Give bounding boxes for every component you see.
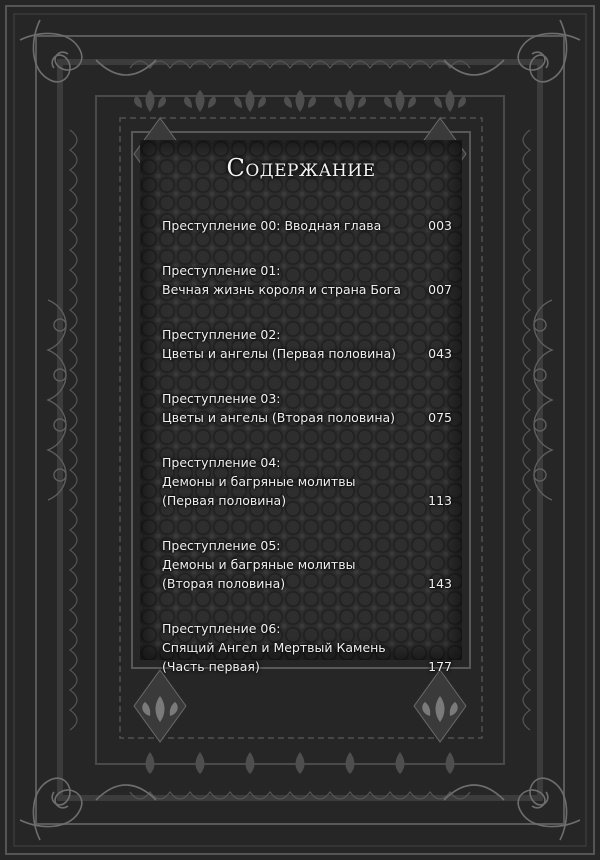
page-number: 003 xyxy=(428,218,452,233)
chapter-title-line: Цветы и ангелы (Первая половина) xyxy=(162,346,396,361)
toc-entry-line xyxy=(162,408,452,427)
toc-entry-line xyxy=(162,619,452,638)
toc-entry-line xyxy=(162,325,452,344)
page-number: 143 xyxy=(428,576,452,591)
chapter-label: Преступление 02: xyxy=(162,327,281,342)
page-number: 007 xyxy=(428,282,452,297)
toc-entry[interactable] xyxy=(162,619,452,676)
toc-entry-line xyxy=(162,216,452,235)
toc-entry-line xyxy=(162,453,452,472)
chapter-label: Преступление 05: xyxy=(162,538,281,553)
chapter-title-line: (Первая половина) xyxy=(162,493,287,508)
toc-entry-line xyxy=(162,574,452,593)
page-title: Содержание xyxy=(226,154,376,182)
toc-entry[interactable] xyxy=(162,261,452,299)
chapter-title-line: Демоны и багряные молитвы xyxy=(162,557,356,572)
chapter-label: Преступление 00: Вводная глава xyxy=(162,218,382,233)
toc-entry-line xyxy=(162,657,452,676)
table-of-contents xyxy=(162,216,452,702)
toc-entry-line xyxy=(162,472,452,491)
toc-entry[interactable] xyxy=(162,325,452,363)
toc-entry-line xyxy=(162,491,452,510)
toc-entry-line xyxy=(162,536,452,555)
toc-entry[interactable] xyxy=(162,536,452,593)
page-number: 043 xyxy=(428,346,452,361)
page-number: 075 xyxy=(428,410,452,425)
chapter-title-line: (Вторая половина) xyxy=(162,576,286,591)
chapter-label: Преступление 04: xyxy=(162,455,281,470)
toc-entry-line xyxy=(162,638,452,657)
toc-entry-line xyxy=(162,389,452,408)
page-number: 177 xyxy=(428,659,452,674)
toc-entry-line xyxy=(162,555,452,574)
toc-entry-line xyxy=(162,261,452,280)
toc-entry-line xyxy=(162,280,452,299)
chapter-title-line: Демоны и багряные молитвы xyxy=(162,474,356,489)
toc-entry[interactable] xyxy=(162,216,452,235)
chapter-label: Преступление 06: xyxy=(162,621,281,636)
chapter-title-line: Вечная жизнь короля и страна Бога xyxy=(162,282,401,297)
toc-entry-line xyxy=(162,344,452,363)
toc-entry[interactable] xyxy=(162,389,452,427)
chapter-label: Преступление 03: xyxy=(162,391,281,406)
chapter-title-line: (Часть первая) xyxy=(162,659,260,674)
toc-entry[interactable] xyxy=(162,453,452,510)
page-number: 113 xyxy=(428,493,452,508)
chapter-title-line: Цветы и ангелы (Вторая половина) xyxy=(162,410,396,425)
chapter-title-line: Спящий Ангел и Мертвый Камень xyxy=(162,640,386,655)
chapter-label: Преступление 01: xyxy=(162,263,281,278)
